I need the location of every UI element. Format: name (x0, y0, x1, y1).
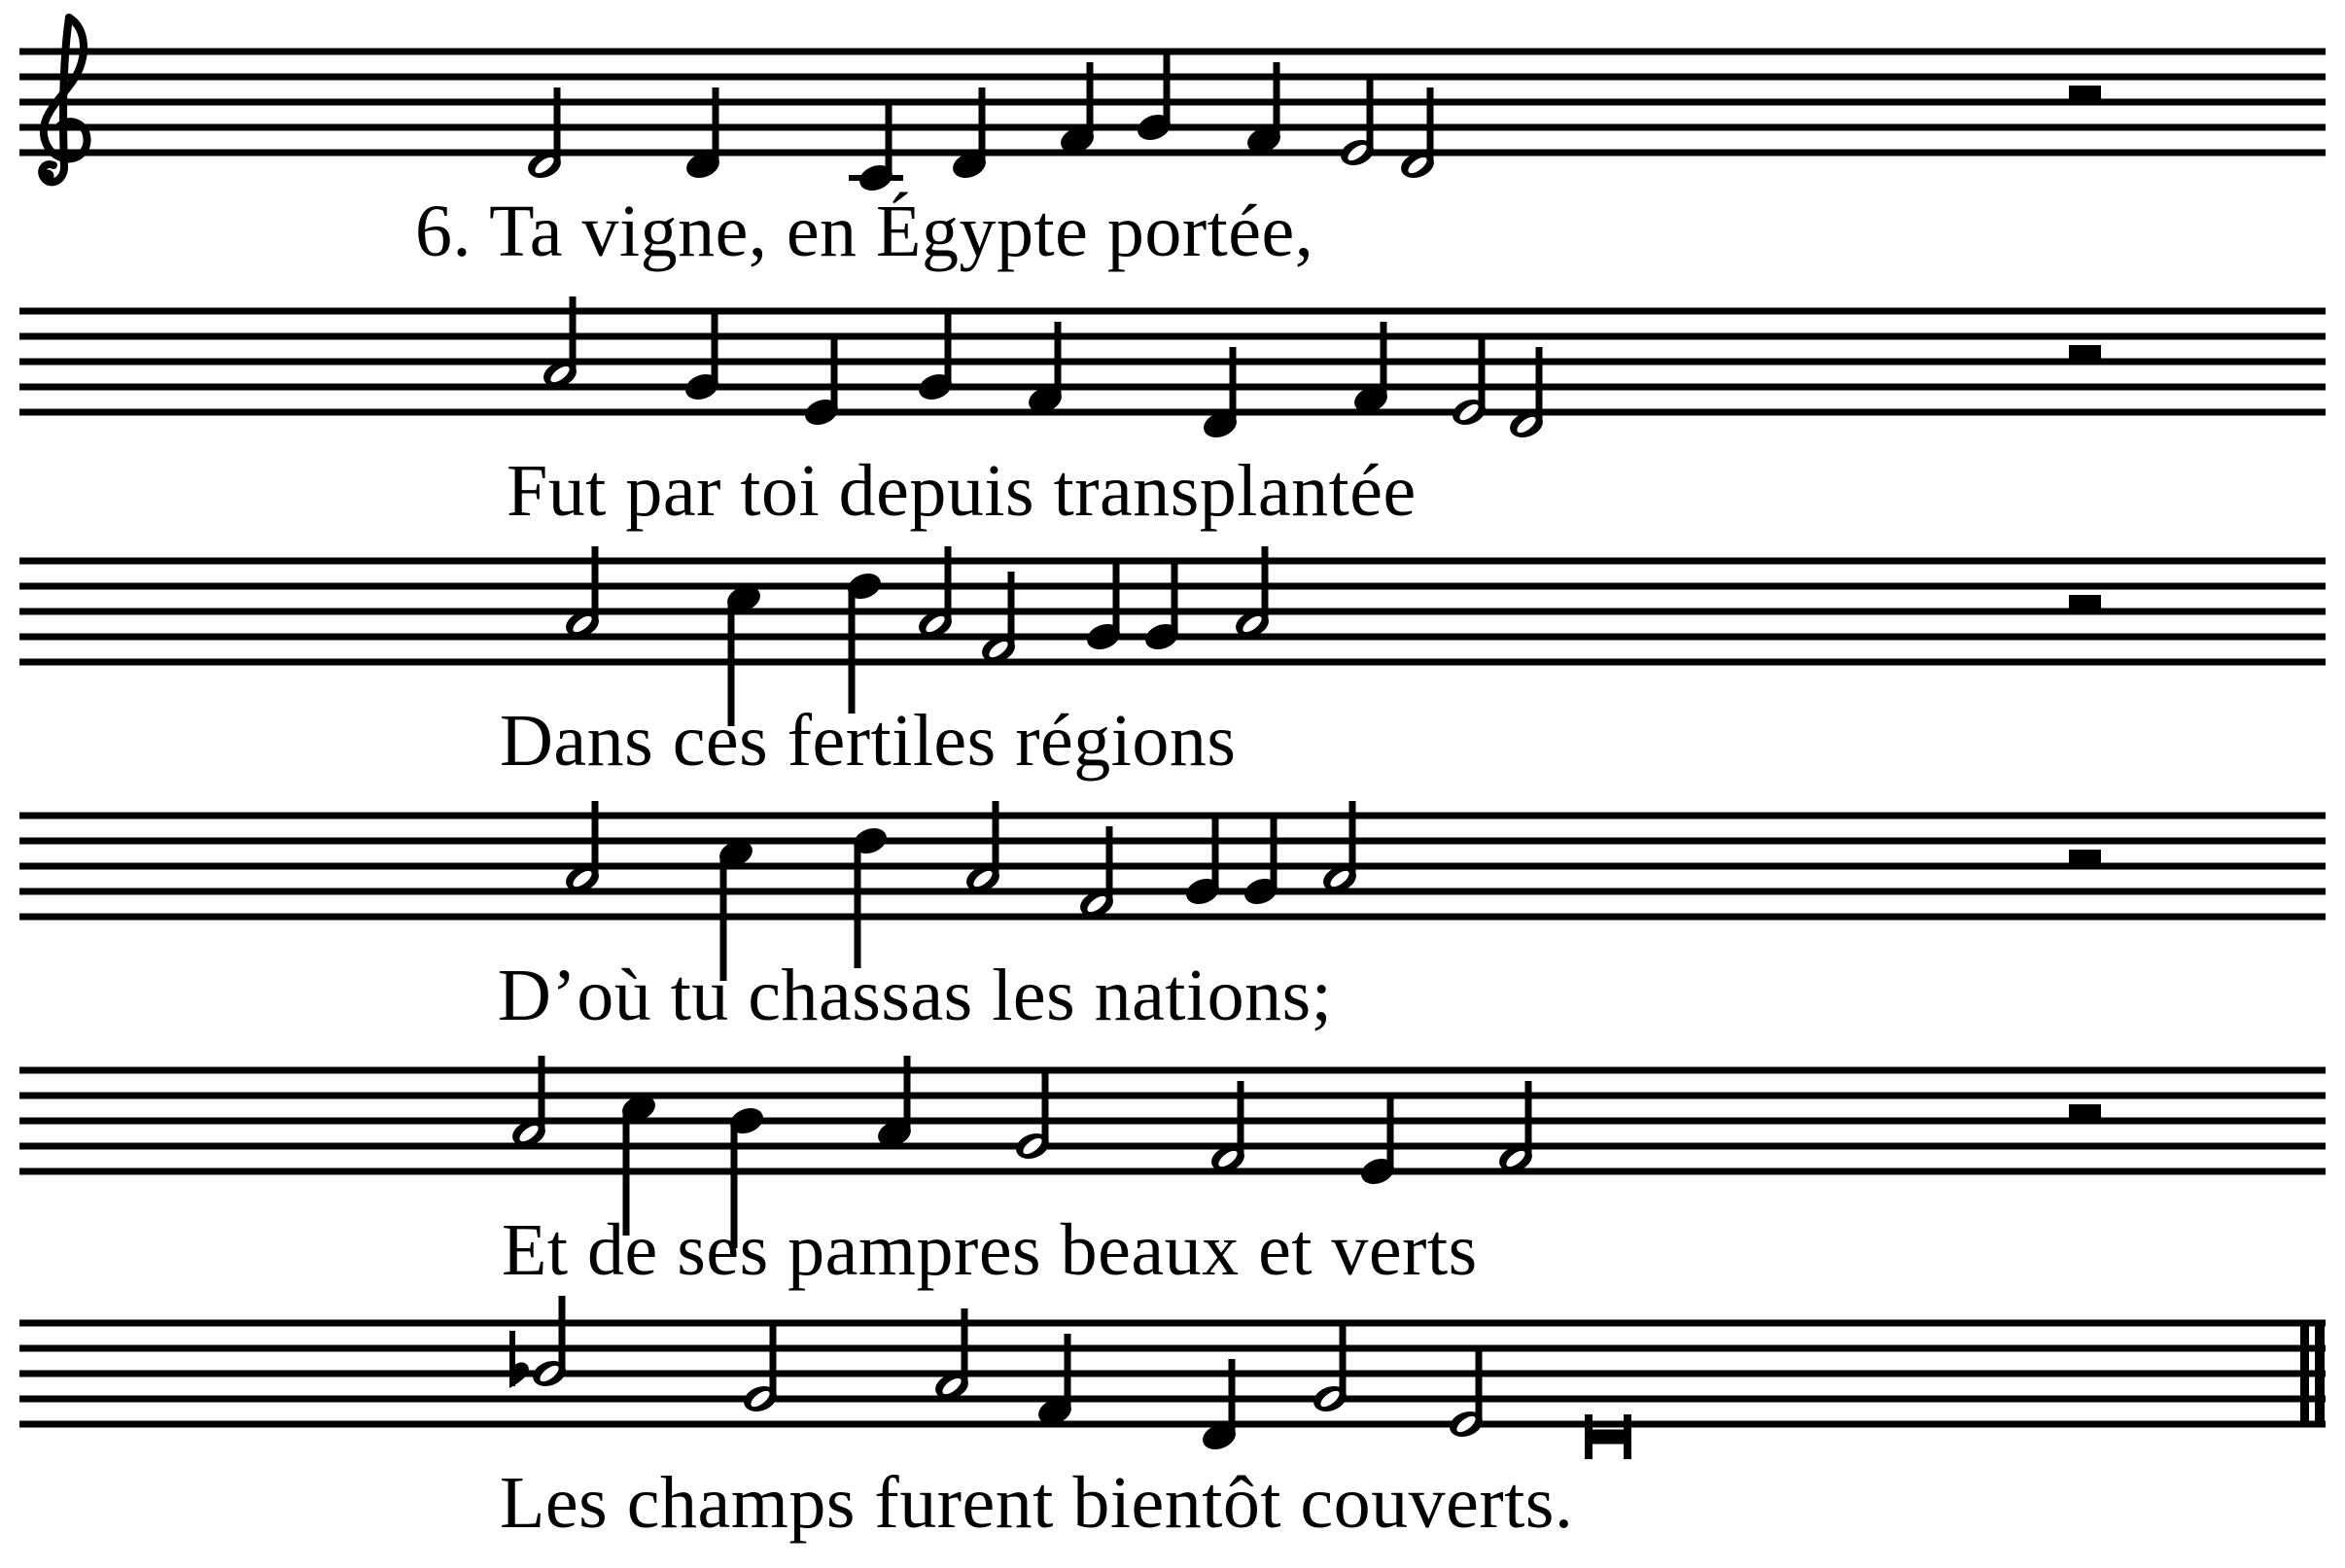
quarter-note (915, 309, 955, 404)
lyric-line-2: Fut par toi depuis transplantée (507, 450, 1417, 532)
half-rest (2069, 86, 2101, 99)
quarter-note (682, 309, 721, 404)
quarter-note (1241, 814, 1280, 909)
lyric-line-1: 6. Ta vigne, en Égypte portée, (415, 191, 1314, 272)
half-note (740, 1321, 780, 1416)
quarter-note (1357, 1094, 1397, 1189)
lyric-line-3: Dans ces fertiles régions (500, 700, 1237, 782)
half-note (529, 1296, 569, 1391)
half-note (1337, 75, 1377, 170)
half-note (1310, 1321, 1349, 1416)
quarter-note (849, 100, 903, 195)
quarter-note (1141, 559, 1181, 654)
flat-accidental (509, 1331, 529, 1388)
final-barline-thick (2315, 1320, 2325, 1428)
half-note (1449, 334, 1488, 430)
lyric-line-6: Les champs furent bientôt couverts. (500, 1462, 1574, 1544)
half-rest (2069, 345, 2101, 359)
lyric-line-4: D’où tu chassas les nations; (498, 955, 1333, 1036)
quarter-note (850, 823, 890, 968)
lyric-line-5: Et de ses pampres beaux et verts (502, 1209, 1478, 1291)
quarter-note (1083, 559, 1123, 654)
breve-serif (1585, 1414, 1592, 1459)
quarter-note (1182, 814, 1222, 909)
half-rest (2069, 595, 2101, 609)
half-note (1012, 1068, 1052, 1164)
quarter-note (844, 569, 884, 714)
half-note (1446, 1346, 1486, 1442)
breve-serif (1624, 1414, 1631, 1459)
half-rest (2069, 1104, 2101, 1118)
clef-dot (42, 170, 54, 183)
half-rest (2069, 850, 2101, 863)
final-barline-thin (2300, 1320, 2309, 1428)
quarter-note (1134, 50, 1173, 145)
quarter-note (801, 334, 841, 430)
